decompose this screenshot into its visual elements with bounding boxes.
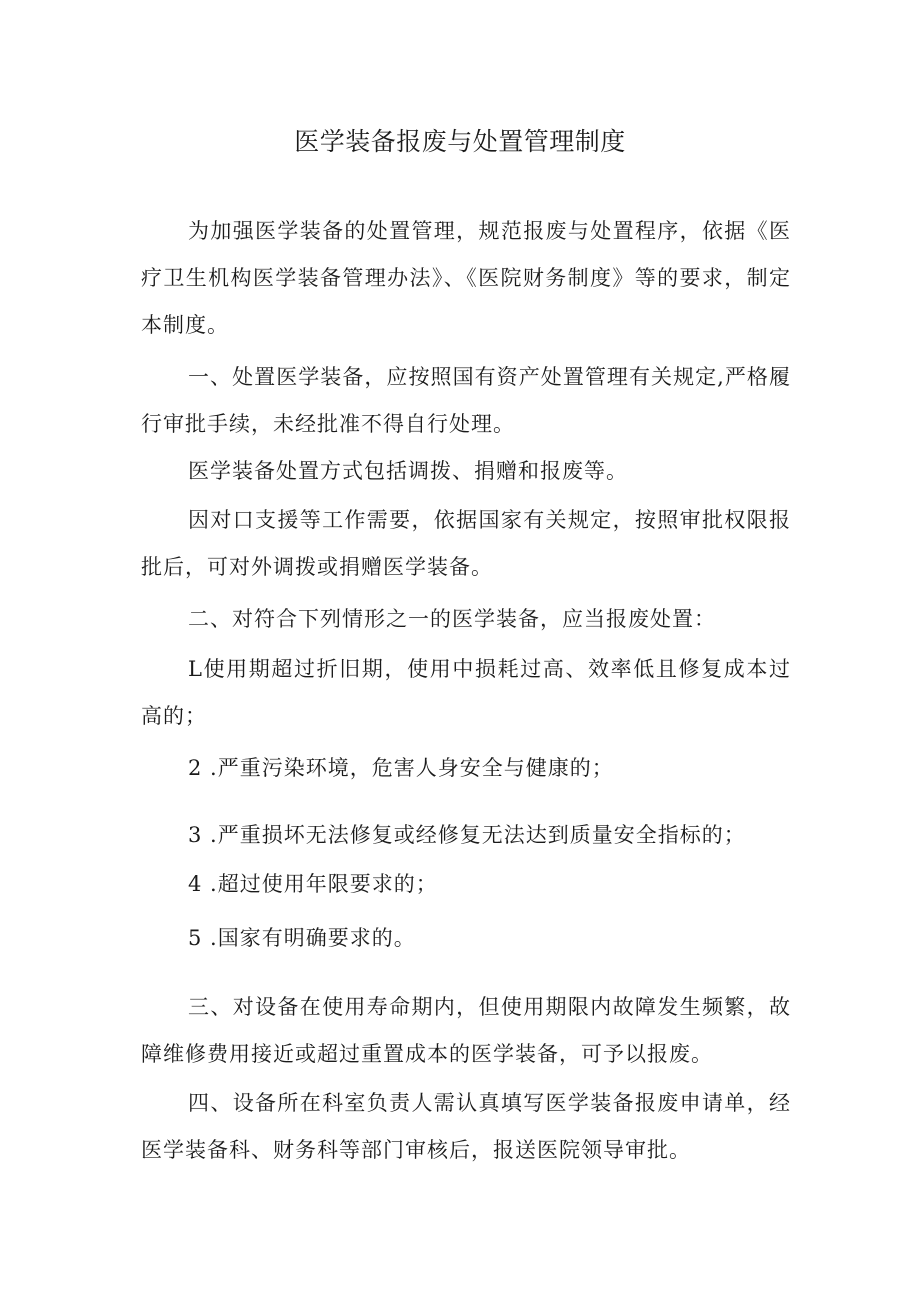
paragraph-section-2: 二、对符合下列情形之一的医学装备，应当报废处置： bbox=[188, 607, 716, 631]
paragraph-section-3: 三、对设备在使用寿命期内，但使用期限内故障发生频繁，故障维修费用接近或超过重置成本的医学装备，可予以报废。 bbox=[141, 995, 791, 1066]
list-item-4: 4 .超过使用年限要求的； bbox=[188, 872, 438, 896]
paragraph-allocation-donation: 因对口支援等工作需要，依据国家有关规定，按照审批权限报批后，可对外调拨或捐赠医学装备。 bbox=[141, 508, 791, 579]
paragraph-section-4: 四、设备所在科室负责人需认真填写医学装备报废申请单，经医学装备科、财务科等部门审核后，报送医院领导审批。 bbox=[141, 1091, 791, 1162]
document-title: 医学装备报废与处置管理制度 bbox=[294, 127, 626, 156]
list-item-1: L使用期超过折旧期，使用中损耗过高、效率低且修复成本过高的； bbox=[141, 657, 791, 728]
list-item-2: 2 .严重污染环境，危害人身安全与健康的； bbox=[188, 756, 614, 780]
paragraph-intro: 为加强医学装备的处置管理，规范报废与处置程序，依据《医疗卫生机构医学装备管理办法》、《医院财务制度》等的要求，制定本制度。 bbox=[141, 219, 791, 337]
list-item-5: 5 .国家有明确要求的。 bbox=[188, 926, 416, 950]
paragraph-section-1: 一、处置医学装备，应按照国有资产处置管理有关规定,严格履行审批手续，未经批准不得自行处理。 bbox=[141, 365, 791, 436]
paragraph-disposal-methods: 医学装备处置方式包括调拨、捐赠和报废等。 bbox=[188, 459, 628, 483]
list-item-3: 3 .严重损坏无法修复或经修复无法达到质量安全指标的； bbox=[188, 823, 746, 847]
